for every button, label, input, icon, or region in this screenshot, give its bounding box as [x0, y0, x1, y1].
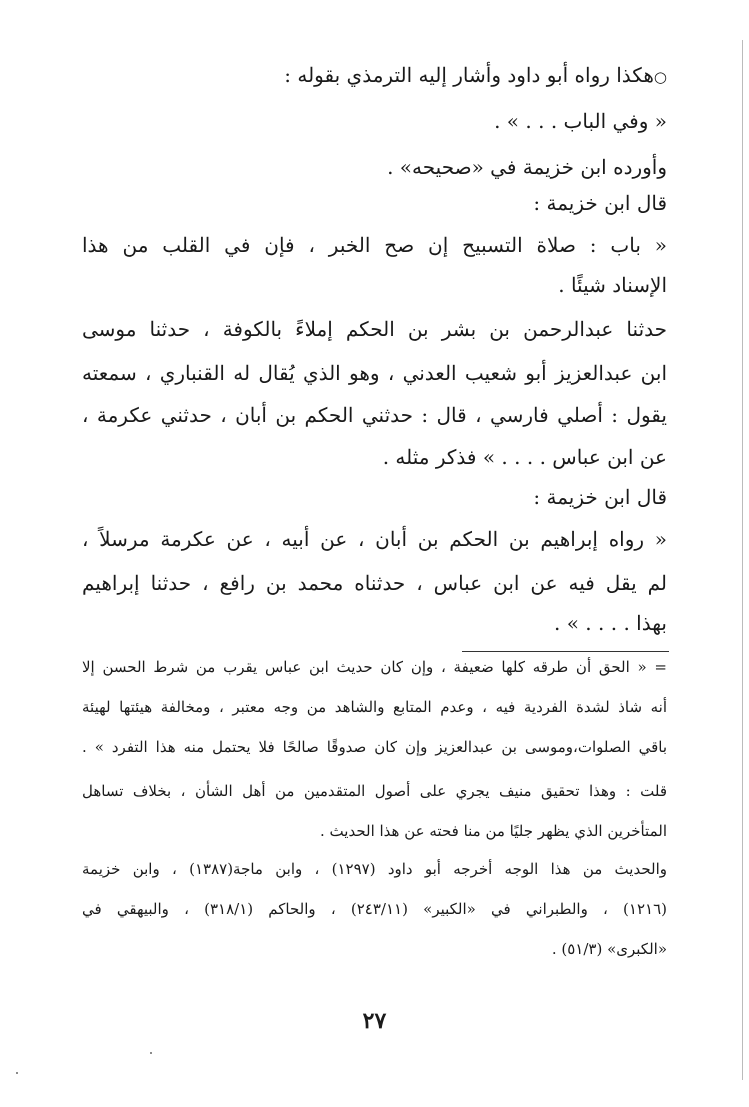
text-line: [82, 268, 667, 302]
text-line-text: « رواه إبراهيم بن الحكم بن أبان ، عن أبيه ، عن عكرمة مرسلاً ،: [82, 527, 667, 551]
text-line-text: بهذا . . . . » .: [553, 611, 667, 635]
footnote-line: [82, 654, 667, 680]
footnote-line-text: «الكبرى» (٥١/٣) .: [551, 940, 667, 958]
footnote-line-text: (١٢١٦) ، والطبراني في «الكبير» (٢٤٣/١١) ، والحاكم (٣١٨/١) ، والبيهقي في: [82, 900, 667, 918]
page-number: ٢٧: [362, 1008, 387, 1034]
text-line: [82, 398, 667, 432]
text-line-text: « باب : صلاة التسبيح إن صح الخبر ، فإن في القلب من هذا: [82, 233, 667, 257]
page-edge: [742, 40, 743, 1080]
text-line: [82, 522, 667, 556]
footnote-line: [82, 936, 667, 962]
bullet-icon: ○: [653, 68, 667, 86]
footnote-line: [82, 778, 667, 804]
text-line-text: حدثنا عبدالرحمن بن بشر بن الحكم إملاءً بالكوفة ، حدثنا موسى: [82, 317, 667, 341]
footnote-line-text: أنه شاذ لشدة الفردية فيه ، وعدم المتابع والشاهد من وجه معتبر ، ومخالفة هيئتها لهيئة: [82, 698, 667, 716]
footnote-line: [82, 694, 667, 720]
text-line: [82, 312, 667, 346]
footnote-line: [82, 856, 667, 882]
text-line-text: لم يقل فيه عن ابن عباس ، حدثناه محمد بن رافع ، حدثنا إبراهيم: [82, 571, 667, 595]
footnote-line: [82, 734, 667, 760]
text-line-text: هكذا رواه أبو داود وأشار إليه الترمذي بقوله :: [284, 63, 654, 87]
footnote-line-text: المتأخرين الذي يظهر جليًا من منا فحته عن هذا الحديث .: [320, 822, 667, 840]
scan-speck: [16, 1072, 18, 1074]
footnote-separator: [462, 651, 669, 652]
text-line-text: قال ابن خزيمة :: [533, 191, 667, 215]
text-line: [82, 480, 667, 514]
text-line: [82, 58, 667, 94]
footnote-line: [82, 896, 667, 922]
scan-speck: [150, 1052, 152, 1054]
text-line-text: وأورده ابن خزيمة في «صحيحه» .: [387, 155, 667, 179]
footnote-line-text: = « الحق أن طرقه كلها ضعيفة ، وإن كان حديث ابن عباس يقرب من شرط الحسن إلا: [82, 658, 667, 676]
footnote-line: [82, 818, 667, 844]
text-line: [82, 186, 667, 220]
footnote-line-text: باقي الصلوات،وموسى بن عبدالعزيز وإن كان صدوقًا صالحًا فلا يحتمل منه هذا التفرد » .: [82, 738, 667, 756]
text-line-text: يقول : أصلي فارسي ، قال : حدثني الحكم بن أبان ، حدثني عكرمة ،: [82, 403, 667, 427]
text-line: [82, 440, 667, 474]
text-line-text: الإسناد شيئًا .: [558, 273, 667, 297]
text-line: [82, 566, 667, 600]
text-line-text: قال ابن خزيمة :: [533, 485, 667, 509]
text-line: [82, 228, 667, 262]
text-line: [82, 150, 667, 184]
text-line-text: ابن عبدالعزيز أبو شعيب العدني ، وهو الذي يُقال له القنباري ، سمعته: [82, 361, 667, 385]
text-line-text: عن ابن عباس . . . . » فذكر مثله .: [382, 445, 667, 469]
text-line: [82, 104, 667, 138]
text-line: [82, 356, 667, 390]
text-line: [82, 606, 667, 640]
footnote-line-text: قلت : وهذا تحقيق منيف يجري على أصول المتقدمين من أهل الشأن ، بخلاف تساهل: [82, 782, 667, 800]
footnote-line-text: والحديث من هذا الوجه أخرجه أبو داود (١٢٩٧) ، وابن ماجة(١٣٨٧) ، وابن خزيمة: [82, 860, 667, 878]
text-line-text: « وفي الباب . . . » .: [494, 109, 667, 133]
